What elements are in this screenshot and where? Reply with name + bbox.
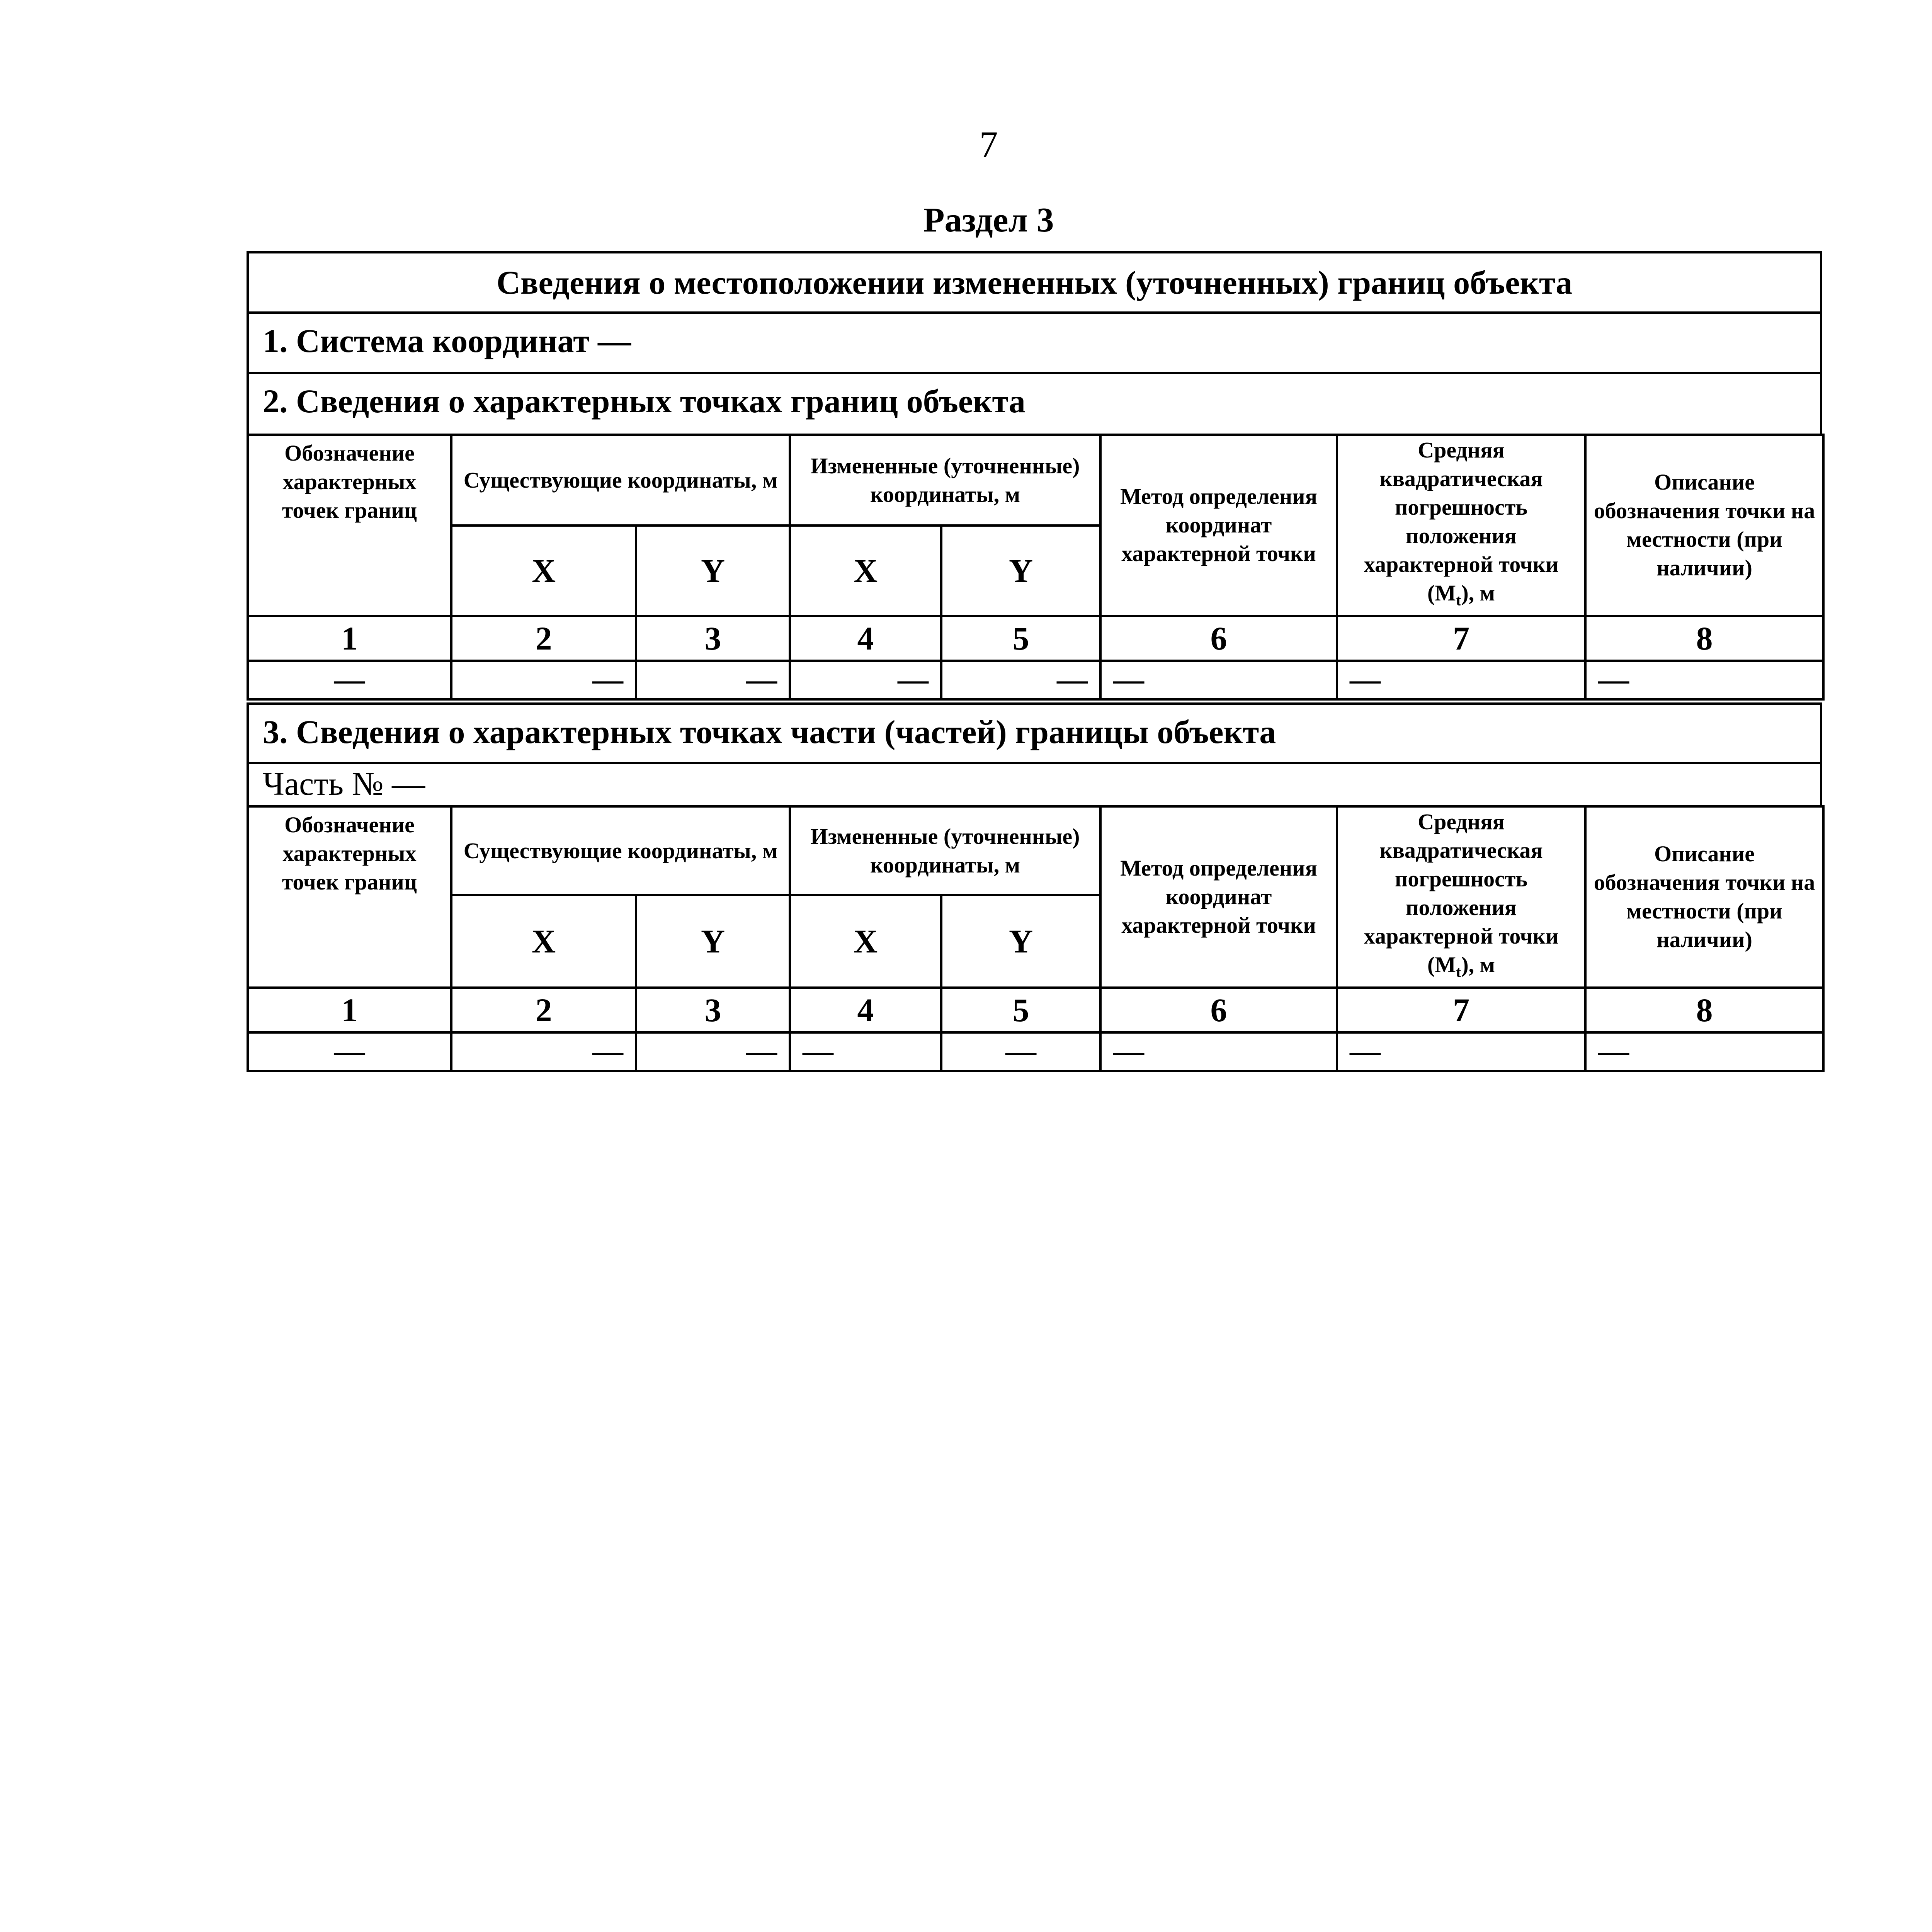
header-changed-coordinates: Измененные (уточненные) координаты, м <box>790 806 1100 895</box>
column-number: 8 <box>1585 616 1823 661</box>
part-points-table <box>247 805 1825 1072</box>
column-number: 6 <box>1100 988 1337 1032</box>
header-existing-coordinates: Существующие координаты, м <box>451 435 790 526</box>
column-number: 7 <box>1337 616 1585 661</box>
header-changed-y: Y <box>941 526 1100 616</box>
table-cell: — <box>1585 1032 1823 1071</box>
points-section-title: 2. Сведения о характерных точках границ объекта <box>247 372 1822 434</box>
column-number: 1 <box>248 988 451 1032</box>
column-number: 3 <box>636 988 790 1032</box>
points-table <box>247 434 1825 701</box>
table-cell: — <box>790 661 941 699</box>
main-title: Сведения о местоположении измененных (уточненных) границ объекта <box>247 251 1822 314</box>
coordinate-system: 1. Система координат — <box>247 311 1822 374</box>
table-cell: — <box>1337 661 1585 699</box>
page-number: 7 <box>979 124 998 165</box>
column-numbers-row <box>248 988 1823 1032</box>
column-number: 1 <box>248 616 451 661</box>
column-number: 4 <box>790 988 941 1032</box>
header-description: Описание обозначения точки на местности (при наличии) <box>1585 435 1823 616</box>
table-cell: — <box>941 661 1100 699</box>
table-cell: — <box>248 1032 451 1071</box>
part-number: Часть № — <box>247 762 1822 805</box>
header-point-designation: Обозначение характерных точек границ <box>248 806 451 988</box>
column-number: 6 <box>1100 616 1337 661</box>
header-existing-x: X <box>451 526 636 616</box>
table-cell: — <box>451 1032 636 1071</box>
section-title: Раздел 3 <box>923 201 1054 239</box>
table-row <box>248 661 1823 699</box>
header-changed-y: Y <box>941 895 1100 988</box>
header-changed-coordinates: Измененные (уточненные) координаты, м <box>790 435 1100 526</box>
column-number: 5 <box>941 988 1100 1032</box>
header-mean-error: Средняя квадратическая погрешность положения характерной точки $(M_t)$, м <box>1337 806 1585 988</box>
header-changed-x: X <box>790 895 941 988</box>
table-cell: — <box>790 1032 941 1071</box>
table-cell: — <box>636 661 790 699</box>
table-cell: — <box>1100 1032 1337 1071</box>
table-cell: — <box>941 1032 1100 1071</box>
table-row <box>248 1032 1823 1071</box>
column-numbers-row <box>248 616 1823 661</box>
header-mean-error: Средняя квадратическая погрешность положения характерной точки $(M_t)$, м <box>1337 435 1585 616</box>
header-changed-x: X <box>790 526 941 616</box>
header-point-designation: Обозначение характерных точек границ <box>248 435 451 616</box>
column-number: 8 <box>1585 988 1823 1032</box>
table-cell: — <box>636 1032 790 1071</box>
header-description: Описание обозначения точки на местности (при наличии) <box>1585 806 1823 988</box>
header-method: Метод определения координат характерной точки <box>1100 806 1337 988</box>
header-existing-y: Y <box>636 895 790 988</box>
header-existing-coordinates: Существующие координаты, м <box>451 806 790 895</box>
table-cell: — <box>451 661 636 699</box>
column-number: 2 <box>451 616 636 661</box>
header-existing-x: X <box>451 895 636 988</box>
column-number: 2 <box>451 988 636 1032</box>
column-number: 3 <box>636 616 790 661</box>
column-number: 4 <box>790 616 941 661</box>
column-number: 7 <box>1337 988 1585 1032</box>
table-cell: — <box>1337 1032 1585 1071</box>
table-cell: — <box>1585 661 1823 699</box>
header-existing-y: Y <box>636 526 790 616</box>
header-method: Метод определения координат характерной точки <box>1100 435 1337 616</box>
column-number: 5 <box>941 616 1100 661</box>
part-points-section-title: 3. Сведения о характерных точках части (частей) границы объекта <box>247 702 1822 764</box>
table-cell: — <box>1100 661 1337 699</box>
table-cell: — <box>248 661 451 699</box>
